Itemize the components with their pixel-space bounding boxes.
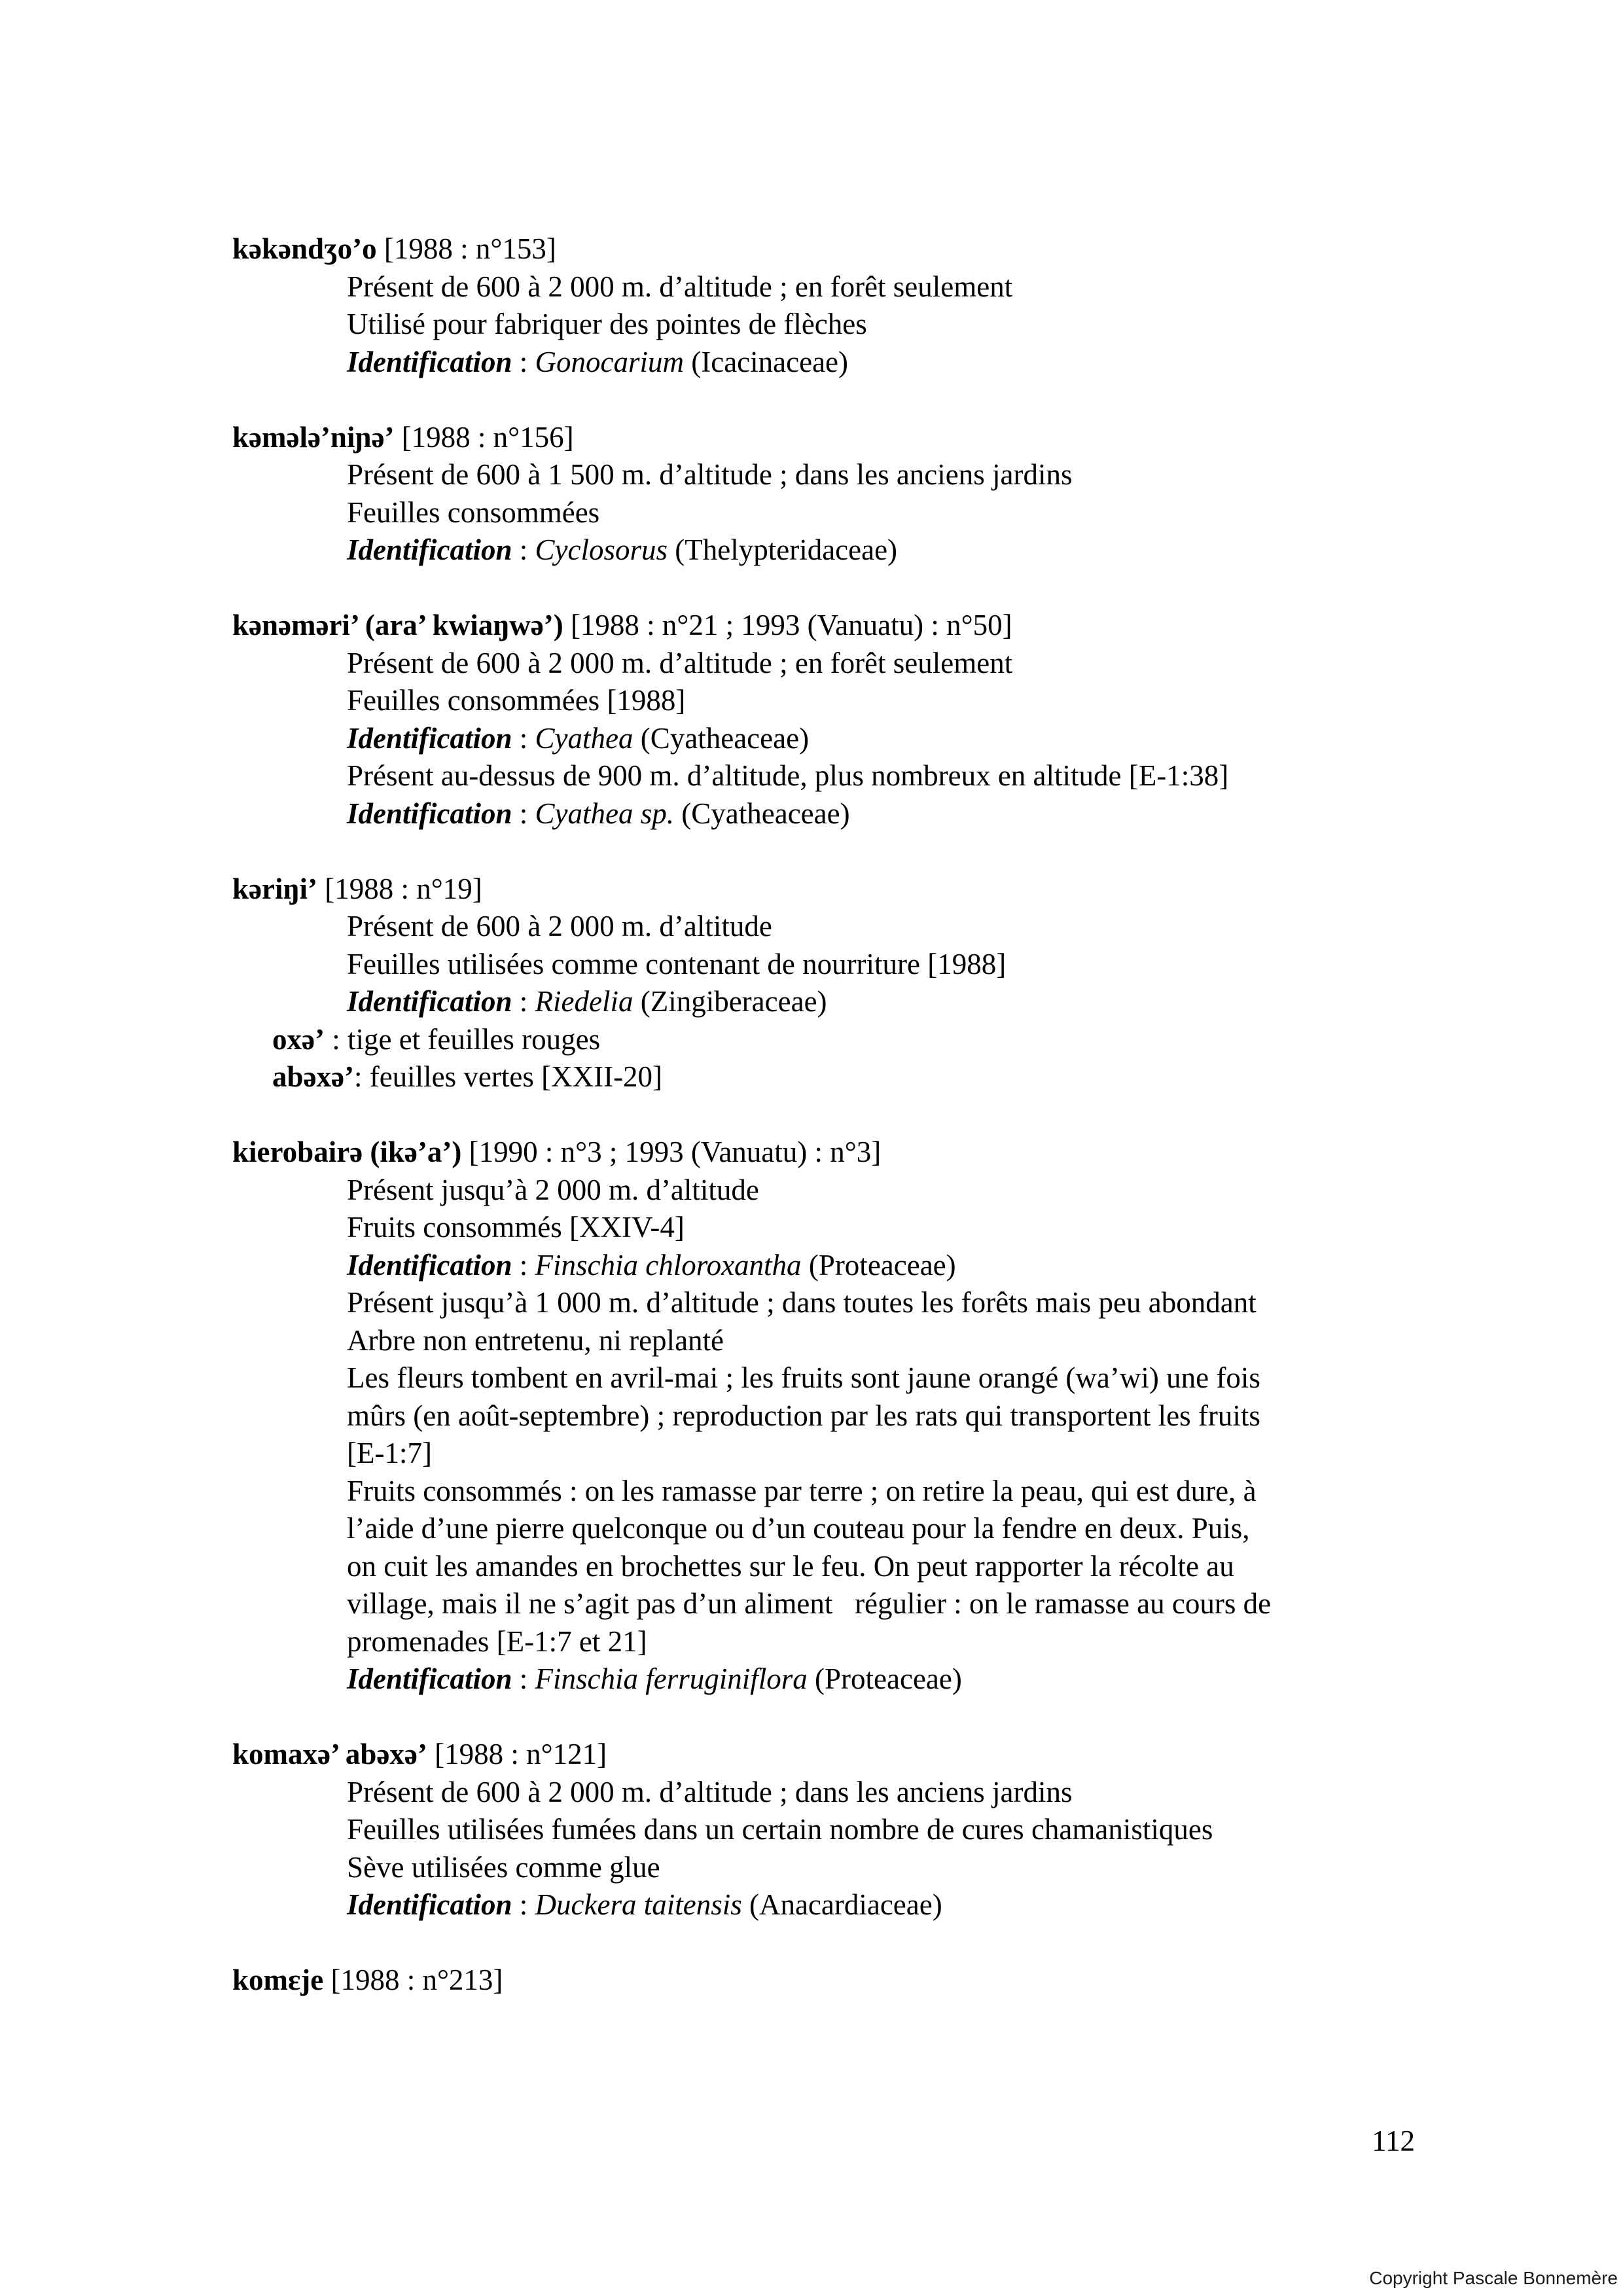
entry-text-line bbox=[347, 1774, 1623, 1812]
dictionary-entry bbox=[0, 870, 1623, 1096]
text-segment: (Cyatheaceae) bbox=[674, 797, 850, 830]
text-segment: Présent au-dessus de 900 m. d’altitude, plus nombreux en altitude [E-1:38] bbox=[347, 759, 1229, 792]
text-segment: Feuilles utilisées fumées dans un certain nombre de cures chamanistiques bbox=[347, 1813, 1213, 1846]
text-segment: (Icacinaceae) bbox=[684, 345, 849, 378]
text-segment: (Proteaceae) bbox=[807, 1662, 962, 1695]
text-segment: Identification bbox=[347, 1662, 512, 1695]
text-segment: Identification bbox=[347, 1888, 512, 1921]
text-segment: : bbox=[512, 721, 535, 755]
text-segment: [1988 : n°156] bbox=[394, 420, 574, 454]
text-segment: Arbre non entretenu, ni replanté bbox=[347, 1323, 724, 1357]
text-segment: oxə’ bbox=[272, 1022, 325, 1056]
dictionary-entry bbox=[0, 419, 1623, 569]
entry-list bbox=[0, 230, 1623, 2037]
entry-text-line bbox=[272, 1021, 1623, 1059]
entry-text-line bbox=[347, 1284, 1623, 1322]
entry-text-line bbox=[347, 306, 1623, 344]
entry-text-line bbox=[347, 344, 1623, 382]
text-segment: [1988 : n°213] bbox=[323, 1964, 503, 1996]
text-segment: mûrs (en août-septembre) ; reproduction par les rats qui transportent les fruits bbox=[347, 1399, 1260, 1432]
text-segment: Fruits consommés : on les ramasse par terre ; on retire la peau, qui est dure, à bbox=[347, 1474, 1257, 1507]
text-segment: Identification bbox=[347, 985, 512, 1018]
text-segment: : bbox=[512, 1888, 535, 1921]
entry-text-line bbox=[347, 645, 1623, 683]
text-segment: (Anacardiaceae) bbox=[741, 1888, 942, 1921]
text-segment: : feuilles vertes [XXII-20] bbox=[353, 1060, 663, 1093]
entry-headword-line bbox=[232, 1736, 1623, 1774]
text-segment: : bbox=[512, 533, 535, 566]
entry-headword-line bbox=[232, 419, 1623, 457]
entry-text-line bbox=[347, 1510, 1623, 1548]
text-segment: [1988 : n°19] bbox=[317, 872, 482, 905]
text-segment: Présent jusqu’à 1 000 m. d’altitude ; dans toutes les forêts mais peu abondant bbox=[347, 1286, 1257, 1319]
text-segment: (Cyatheaceae) bbox=[633, 721, 810, 755]
text-segment: : bbox=[512, 1248, 535, 1282]
text-segment: Cyclosorus bbox=[535, 533, 668, 566]
entry-text-line bbox=[347, 268, 1623, 306]
text-segment: l’aide d’une pierre quelconque ou d’un couteau pour la fendre en deux. Puis, bbox=[347, 1512, 1250, 1545]
text-segment: : bbox=[512, 985, 535, 1018]
text-segment: Les fleurs tombent en avril-mai ; les fruits sont jaune orangé (wa’wi) une fois bbox=[347, 1361, 1260, 1394]
copyright-notice: Copyright Pascale Bonnemère bbox=[1369, 2268, 1618, 2288]
text-segment: Feuilles consommées [1988] bbox=[347, 684, 686, 717]
entry-text-line bbox=[347, 757, 1623, 795]
dictionary-entry bbox=[0, 1134, 1623, 1698]
text-segment: kəmələ’niɲə’ bbox=[232, 420, 395, 454]
text-segment: Présent de 600 à 2 000 m. d’altitude bbox=[347, 910, 772, 942]
text-segment: Sève utilisées comme glue bbox=[347, 1850, 660, 1884]
text-segment: (Proteaceae) bbox=[801, 1248, 956, 1282]
entry-text-line bbox=[347, 682, 1623, 720]
entry-headword-line bbox=[232, 1962, 1623, 2000]
text-segment: komɛje bbox=[232, 1964, 324, 1996]
entry-text-line bbox=[347, 1473, 1623, 1511]
text-segment: Finschia chloroxantha bbox=[535, 1248, 802, 1282]
text-segment: Cyathea sp. bbox=[535, 797, 675, 830]
text-segment: : tige et feuilles rouges bbox=[324, 1022, 601, 1056]
text-segment: Présent de 600 à 1 500 m. d’altitude ; dans les anciens jardins bbox=[347, 458, 1073, 491]
text-segment: kəriŋi’ bbox=[232, 872, 317, 905]
text-segment: [E-1:7] bbox=[347, 1437, 432, 1469]
text-segment: Identification bbox=[347, 721, 512, 755]
entry-headword-line bbox=[232, 230, 1623, 268]
text-segment: Feuilles utilisées comme contenant de nourriture [1988] bbox=[347, 947, 1007, 980]
text-segment: : bbox=[512, 797, 535, 830]
text-segment: Présent jusqu’à 2 000 m. d’altitude bbox=[347, 1173, 759, 1206]
text-segment: Riedelia bbox=[535, 985, 633, 1018]
page-number: 112 bbox=[1372, 2125, 1415, 2157]
entry-headword-line bbox=[232, 870, 1623, 908]
text-segment: komaxə’ abəxə’ bbox=[232, 1738, 427, 1770]
text-segment: Identification bbox=[347, 797, 512, 830]
dictionary-entry bbox=[0, 1736, 1623, 1924]
text-segment: (Zingiberaceae) bbox=[633, 985, 827, 1018]
text-segment: kənəməri’ (ara’ kwiaŋwə’) bbox=[232, 609, 563, 641]
entry-text-line bbox=[347, 1886, 1623, 1924]
entry-text-line bbox=[347, 1322, 1623, 1360]
text-segment: Utilisé pour fabriquer des pointes de flèches bbox=[347, 308, 867, 340]
text-segment: Présent de 600 à 2 000 m. d’altitude ; en forêt seulement bbox=[347, 646, 1013, 679]
text-segment: promenades [E-1:7 et 21] bbox=[347, 1624, 647, 1658]
entry-text-line bbox=[347, 1359, 1623, 1397]
text-segment: Cyathea bbox=[535, 721, 633, 755]
entry-text-line bbox=[347, 720, 1623, 758]
dictionary-entry bbox=[0, 230, 1623, 381]
entry-text-line bbox=[347, 456, 1623, 494]
entry-headword-line bbox=[232, 1134, 1623, 1172]
text-segment: Présent de 600 à 2 000 m. d’altitude ; dans les anciens jardins bbox=[347, 1775, 1073, 1808]
text-segment: kierobairə (ikə’a’) bbox=[232, 1136, 462, 1168]
text-segment: Présent de 600 à 2 000 m. d’altitude ; en forêt seulement bbox=[347, 270, 1013, 303]
entry-text-line bbox=[347, 908, 1623, 946]
entry-text-line bbox=[347, 1209, 1623, 1247]
dictionary-entry bbox=[0, 1962, 1623, 2000]
text-segment: [1988 : n°153] bbox=[376, 232, 556, 265]
text-segment: village, mais il ne s’agit pas d’un aliment régulier : on le ramasse au cours de bbox=[347, 1587, 1272, 1620]
text-segment: on cuit les amandes en brochettes sur le feu. On peut rapporter la récolte au bbox=[347, 1549, 1234, 1583]
entry-text-line bbox=[347, 494, 1623, 532]
text-segment: : bbox=[512, 345, 535, 378]
entry-text-line bbox=[347, 1849, 1623, 1887]
entry-text-line bbox=[347, 1435, 1623, 1473]
text-segment: Identification bbox=[347, 1248, 512, 1282]
entry-text-line bbox=[347, 983, 1623, 1021]
text-segment: Identification bbox=[347, 345, 512, 378]
text-segment: [1988 : n°121] bbox=[427, 1738, 607, 1770]
text-segment: [1988 : n°21 ; 1993 (Vanuatu) : n°50] bbox=[563, 609, 1012, 641]
text-segment: (Thelypteridaceae) bbox=[668, 533, 898, 566]
text-segment: : bbox=[512, 1662, 535, 1695]
entry-headword-line bbox=[232, 607, 1623, 645]
text-segment: Feuilles consommées bbox=[347, 495, 600, 529]
entry-text-line bbox=[272, 1058, 1623, 1096]
text-segment: Gonocarium bbox=[535, 345, 685, 378]
text-segment: kəkəndʒo’o bbox=[232, 232, 377, 265]
entry-text-line bbox=[347, 1811, 1623, 1849]
entry-text-line bbox=[347, 531, 1623, 569]
text-segment: Identification bbox=[347, 533, 512, 566]
entry-text-line bbox=[347, 1660, 1623, 1698]
text-segment: [1990 : n°3 ; 1993 (Vanuatu) : n°3] bbox=[461, 1136, 882, 1168]
text-segment: Duckera taitensis bbox=[535, 1888, 742, 1921]
entry-text-line bbox=[347, 1172, 1623, 1210]
text-segment: Fruits consommés [XXIV-4] bbox=[347, 1211, 685, 1244]
entry-text-line bbox=[347, 1247, 1623, 1285]
entry-text-line bbox=[347, 946, 1623, 984]
dictionary-entry bbox=[0, 607, 1623, 833]
entry-text-line bbox=[347, 1585, 1623, 1623]
entry-text-line bbox=[347, 1548, 1623, 1586]
text-segment: Finschia ferruginiflora bbox=[535, 1662, 808, 1695]
entry-text-line bbox=[347, 1623, 1623, 1661]
entry-text-line bbox=[347, 1397, 1623, 1435]
entry-text-line bbox=[347, 795, 1623, 833]
text-segment: abəxə’ bbox=[272, 1060, 354, 1093]
